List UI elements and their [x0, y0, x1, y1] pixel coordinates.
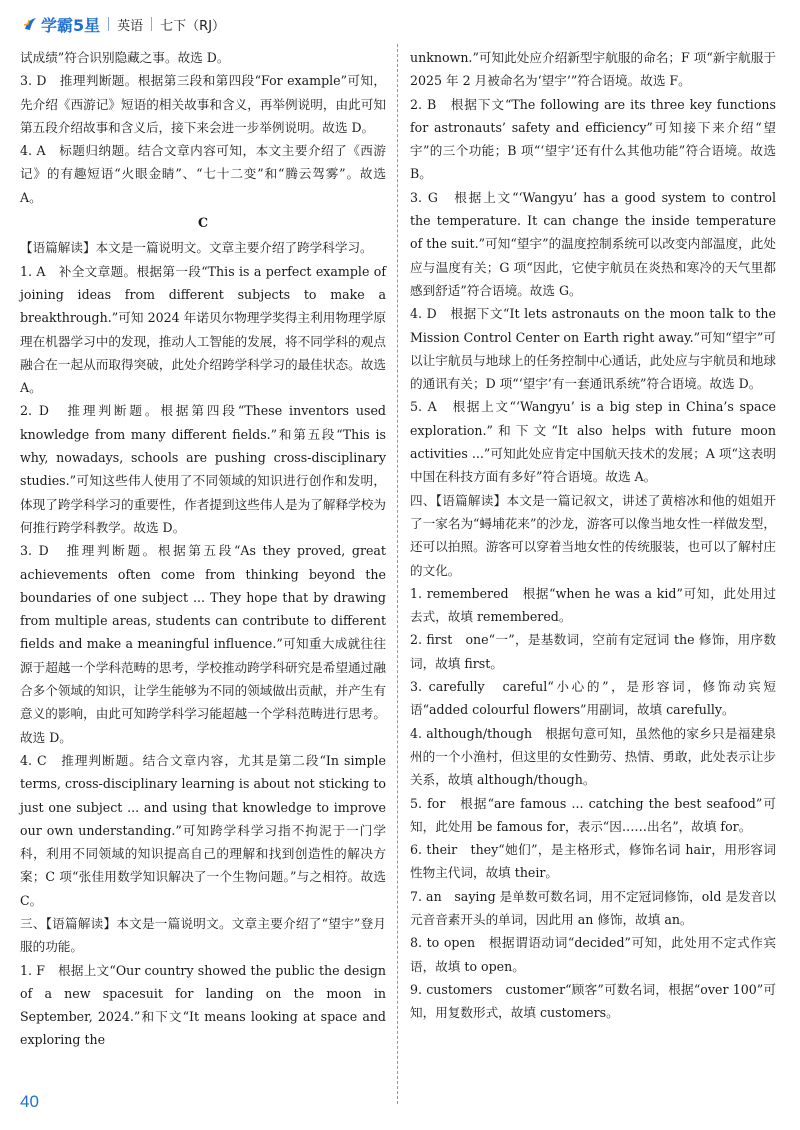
paragraph: 4. although/though 根据句意可知，虽然他的家乡只是福建泉州的一个小渔村，但这里的女性勤劳、热情、勇敢，此处表示让步关系，故填 although/though。 [410, 725, 776, 788]
grade-label: 七下（RJ） [160, 18, 226, 34]
right-column [410, 46, 776, 1024]
paragraph: 5. A 根据上文“‘Wangyu’ is a big step in China’s space exploration.”和下文“It also helps with future moon activities ...”可知此处应肯定中国航天技术的发展；A 项“这表明中国在科技方面有多好”符合语境。故选 A。 [410, 399, 776, 485]
paragraph: 5. for 根据“are famous ... catching the best seafood”可知，此处用 be famous for，表示“因……出名”，故填 for。 [410, 795, 776, 834]
paragraph: 3. carefully careful“小心的”，是形容词，修饰动宾短语“added colourful flowers”用副词，故填 carefully。 [410, 679, 776, 718]
logo-text: 学霸5星 [41, 15, 101, 35]
section-heading: C [197, 215, 209, 231]
paragraph: 6. their they“她们”，是主格形式，修饰名词 hair，用形容词性物主代词，故填 their。 [410, 842, 776, 881]
header-separator [108, 17, 109, 31]
header-separator [151, 17, 152, 31]
paragraph: 1. A 补全文章题。根据第一段“This is a perfect example of joining ideas from different subjects to make a breakthrough.”可知 2024 年诺贝尔物理学奖得主利用物理学原理在机器学习中的发现，推动人工智能的发展，将不同学科的观点融合在一起从而取得突破，此处介绍跨学科学习的最佳状态。故选 A。 [20, 263, 386, 396]
left-column [20, 46, 386, 1052]
star-icon [22, 16, 38, 32]
paragraph: 1. F 根据上文“Our country showed the public the design of a new spacesuit for landing on the moon in September, 2024.”和下文“It means looking at space and exploring the [20, 962, 386, 1048]
paragraph: 2. D 推理判断题。根据第四段“These inventors used knowledge from many different fields.”和第五段“This is why, nowadays, schools are pushing cross-disciplinary studies.”可知这些伟人使用了不同领域的知识进行创作和发明，体现了跨学科学习的重要性，作者提到这些伟人是为了解释学校为何推行跨学科教学。故选 D。 [20, 403, 386, 535]
paragraph: 4. A 标题归纳题。结合文章内容可知，本文主要介绍了《西游记》的有趣短语“火眼金睛”、“七十二变”和“腾云驾雾”。故选 A。 [20, 143, 386, 205]
paragraph: 2. first one“一”，是基数词，空前有定冠词 the 修饰，用序数词，故填 first。 [410, 632, 776, 671]
paragraph: 4. D 根据下文“It lets astronauts on the moon talk to the Mission Control Center on Earth right away.”可知“望宇”可以让宇航员与地球上的任务控制中心通话，此处应与宇航员和地球的通讯有关；D 项“‘望宇’有一套通讯系统”符合语境。故选 D。 [410, 306, 776, 392]
page-header [22, 8, 225, 40]
paragraph: 9. customers customer“顾客”可数名词，根据“over 100”可知，用复数形式，故填 customers。 [410, 981, 776, 1021]
paragraph: 7. an saying 是单数可数名词，用不定冠词修饰，old 是发音以元音音素开头的单词，因此用 an 修饰，故填 an。 [410, 888, 776, 927]
paragraph: 8. to open 根据谓语动词“decided”可知，此处用不定式作宾语，故填 to open。 [410, 935, 776, 974]
paragraph: 三、【语篇解读】本文是一篇说明文。文章主要介绍了“望宇”登月服的功能。 [20, 915, 386, 955]
paragraph: 四、【语篇解读】本文是一篇记叙文，讲述了黄榕冰和他的姐姐开了一家名为“蟳埔花来”的沙龙，游客可以像当地女性一样做发型，还可以拍照。游客可以穿着当地女性的传统服装，也可以了解村庄的文化。 [410, 492, 776, 578]
paragraph: 3. G 根据上文“‘Wangyu’ has a good system to control the temperature. It can change the inside temperature of the suit.”可知“望宇”的温度控制系统可以改变内部温度，此处应与温度有关；G 项“因此，它使宇航员在炎热和寒冷的天气里都感到舒适”符合语境。故选 G。 [410, 189, 776, 298]
page-number: 40 [20, 1092, 39, 1111]
brand-logo [22, 13, 100, 36]
paragraph: 1. remembered 根据“when he was a kid”可知，此处用过去式，故填 remembered。 [410, 585, 776, 625]
paragraph: 试成绩”符合识别隐藏之事。故选 D。 [20, 50, 230, 65]
paragraph: 3. D 推理判断题。根据第三段和第四段“For example”可知，先介绍《西游记》短语的相关故事和含义，再举例说明，由此可知第五段介绍故事和含义后，接下来会进一步举例说明。故选 D。 [20, 73, 386, 135]
paragraph: 4. C 推理判断题。结合文章内容，尤其是第二段“In simple terms, cross-disciplinary learning is about not sticking to just one subject ... and using that knowledge to improve our own understanding.”可知跨学科学习指不拘泥于一门学科，利用不同领域的知识提高自己的理解和找到创造性的解决方案；C 项“张佳用数学知识解决了一个生物问题。”与之相符。故选 C。 [20, 752, 386, 908]
paragraph: 【语篇解读】本文是一篇说明文。文章主要介绍了跨学科学习。 [20, 240, 373, 256]
paragraph: 3. D 推理判断题。根据第五段“As they proved, great achievements often come from thinking beyond the boundaries of one subject ... They hope that by drawing from multiple areas, students can contribute to different fields and make a meaningful influence.”可知重大成就往往源于超越一个学科范畴的思考，学校推动跨学科研究是希望通过融合多个领域的知识，让学生能够为不同的领域做出贡献，并产生有意义的影响，由此可知跨学科学习能超越一个学科范畴进行思考。故选 D。 [20, 543, 386, 745]
paragraph: 2. B 根据下文“The following are its three key functions for astronauts’ safety and efficiency”可知接下来介绍“望宇”的三个功能；B 项“‘望宇’还有什么其他功能”符合语境。故选 B。 [410, 96, 776, 182]
paragraph: unknown.”可知此处应介绍新型宇航服的命名；F 项“新宇航服于 2025 年 2 月被命名为‘望宇’”符合语境。故选 F。 [410, 50, 776, 89]
subject-label: 英语 [117, 18, 144, 34]
column-divider [397, 44, 398, 1104]
